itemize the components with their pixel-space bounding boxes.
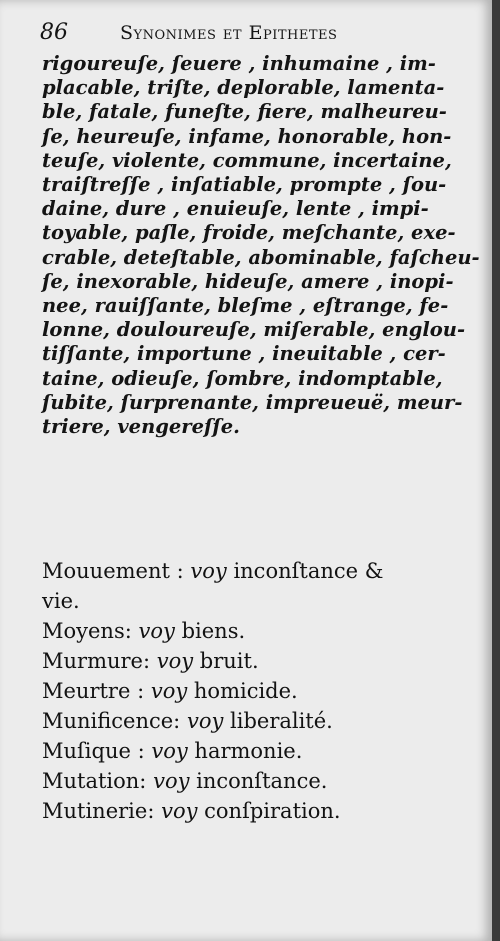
index-entry — [42, 616, 472, 646]
text-line: tiſſante, importune , ineuitable , cer- — [42, 342, 446, 366]
index-entry — [42, 586, 472, 616]
text-line: crable, deteſtable, abominable, faſcheu- — [42, 245, 480, 269]
text-line: placable, triſte, deplorable, lamenta- — [42, 76, 445, 100]
entry-head: Munificence: — [42, 709, 181, 733]
text-line: ble, fatale, funeſte, fiere, malheureu- — [42, 100, 447, 124]
text-line: lonne, douloureuſe, miſerable, englou- — [42, 318, 466, 342]
entry-ref: inconſtance & — [233, 559, 384, 583]
entry-ref: inconſtance. — [196, 769, 328, 793]
epithet-list — [42, 52, 480, 439]
text-line: triere, vengereſſe. — [42, 415, 240, 439]
index-entry — [42, 766, 472, 796]
index-entry — [42, 556, 472, 586]
text-line: ſubite, ſurprenante, impreueuë, meur- — [42, 390, 463, 414]
entry-ref: liberalité. — [230, 709, 333, 733]
index-entry — [42, 646, 472, 676]
entry-head: Mutinerie: — [42, 799, 155, 823]
running-title: Synonimes et Epithetes — [120, 22, 338, 44]
see-reference: voy — [190, 559, 227, 583]
entry-ref: conſpiration. — [204, 799, 341, 823]
text-line: ſe, inexorable, hideuſe, amere , inopi- — [42, 269, 454, 293]
page-bottom-margin — [0, 850, 492, 941]
book-edge — [492, 0, 500, 941]
text-line: rigoureuſe, ſeuere , inhumaine , im- — [42, 52, 436, 75]
entry-ref: bruit. — [199, 649, 259, 673]
text-line: daine, dure , enuieuſe, lente , impi- — [42, 197, 429, 221]
index-entry — [42, 706, 472, 736]
entry-ref: biens. — [181, 619, 246, 643]
entry-head: Meurtre : — [42, 679, 145, 703]
text-line: taine, odieuſe, ſombre, indomptable, — [42, 366, 443, 390]
see-reference: voy — [153, 769, 190, 793]
entry-head: Moyens: — [42, 619, 132, 643]
page-header — [40, 20, 480, 50]
index-entry — [42, 676, 472, 706]
index-entry — [42, 736, 472, 766]
index-entry — [42, 796, 472, 826]
entry-head: Muſique : — [42, 739, 145, 763]
see-reference: voy — [186, 709, 224, 733]
see-reference: voy — [161, 799, 198, 823]
page-number: 86 — [40, 20, 68, 45]
text-line: ſe, heureuſe, infame, honorable, hon- — [42, 124, 452, 148]
entry-ref: homicide. — [193, 679, 298, 703]
entry-head: Mouuement : — [42, 559, 184, 583]
text-line: toyable, paſle, froide, meſchante, exe- — [42, 221, 456, 245]
index-entries — [42, 556, 472, 826]
see-reference: voy — [156, 649, 194, 673]
see-reference: voy — [138, 619, 175, 643]
entry-head: vie. — [42, 589, 80, 613]
entry-head: Murmure: — [42, 649, 151, 673]
entry-ref: harmonie. — [194, 739, 303, 763]
text-line: nee, rauiſſante, bleſme , eſtrange, fe- — [42, 294, 449, 318]
text-line: traiſtreſſe , inſatiable, prompte , ſou- — [42, 173, 447, 197]
see-reference: voy — [151, 739, 188, 763]
see-reference: voy — [150, 679, 188, 703]
text-line: teuſe, violente, commune, incertaine, — [42, 148, 452, 172]
entry-head: Mutation: — [42, 769, 147, 793]
